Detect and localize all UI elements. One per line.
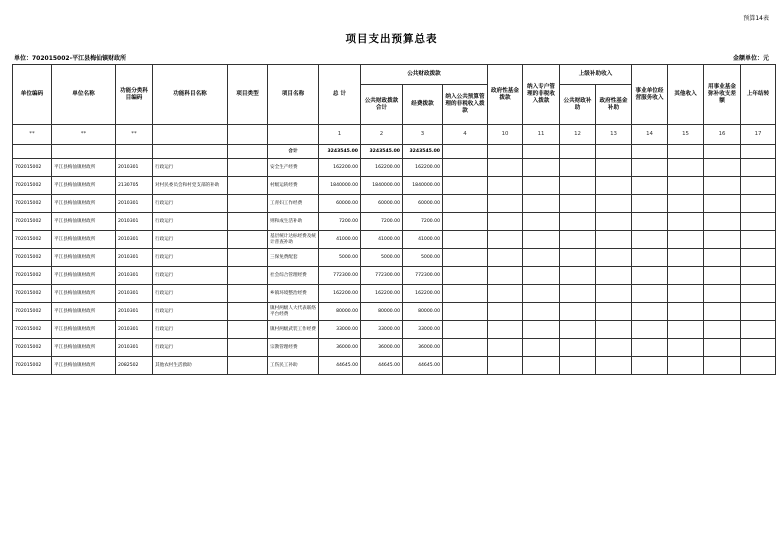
table-row	[13, 195, 776, 213]
empty-cell	[560, 159, 596, 177]
empty-cell	[560, 195, 596, 213]
pf-total-cell: 60000.00	[361, 195, 403, 213]
func-code-cell: 2082502	[116, 357, 153, 375]
unit-name-cell: 平江县梅仙镇财政所	[52, 303, 116, 321]
unit-code-cell: 702015002	[13, 159, 52, 177]
func-name-cell: 行政运行	[153, 231, 228, 249]
unit-name-cell: 平江县梅仙镇财政所	[52, 339, 116, 357]
header-sup-fund: 政府性基金补助	[596, 85, 632, 125]
empty-cell	[443, 357, 488, 375]
index-cell: 16	[704, 125, 741, 145]
empty-cell	[443, 213, 488, 231]
empty-cell	[704, 339, 741, 357]
cell	[116, 145, 153, 159]
empty-cell	[704, 159, 741, 177]
empty-cell	[443, 285, 488, 303]
unit-code-cell: 702015002	[13, 339, 52, 357]
table-body	[13, 125, 776, 375]
header-unit-code: 单位编码	[13, 65, 52, 125]
proj-name-cell: 镇村两级人大代表联络平台经费	[268, 303, 319, 321]
header-carryover: 上年结转	[741, 65, 776, 125]
empty-cell	[488, 267, 523, 285]
empty-cell	[596, 339, 632, 357]
header-func-code: 功能分类科目编码	[116, 65, 153, 125]
pf-total-cell: 44645.00	[361, 357, 403, 375]
empty-cell	[668, 285, 704, 303]
empty-cell	[523, 267, 560, 285]
proj-type-cell	[228, 159, 268, 177]
empty-cell	[443, 339, 488, 357]
empty-cell	[523, 159, 560, 177]
empty-cell	[488, 285, 523, 303]
unit-code-cell: 702015002	[13, 177, 52, 195]
empty-cell	[741, 213, 776, 231]
unit-code-cell: 702015002	[13, 267, 52, 285]
empty-cell	[596, 159, 632, 177]
header-proj-type: 项目类型	[228, 65, 268, 125]
header-proj-name: 项目名称	[268, 65, 319, 125]
empty-cell	[668, 357, 704, 375]
index-cell	[268, 125, 319, 145]
empty-cell	[443, 195, 488, 213]
unit-name-cell: 平江县梅仙镇财政所	[52, 267, 116, 285]
empty-cell	[443, 321, 488, 339]
header-special-nontax: 纳入专户管理的非税收入拨款	[523, 65, 560, 125]
empty-cell	[741, 285, 776, 303]
pf-total-cell: 1840000.00	[361, 177, 403, 195]
index-cell: 13	[596, 125, 632, 145]
empty-cell	[488, 357, 523, 375]
empty-cell	[523, 303, 560, 321]
pf-expense-cell: 36000.00	[403, 339, 443, 357]
table-header	[13, 65, 776, 125]
unit-code-cell: 702015002	[13, 357, 52, 375]
func-name-cell: 行政运行	[153, 303, 228, 321]
empty-cell	[488, 159, 523, 177]
total-cell: 80000.00	[319, 303, 361, 321]
func-name-cell: 对村民委员会和村党支部的补助	[153, 177, 228, 195]
empty-cell	[488, 231, 523, 249]
table-number-label: 预算14表	[743, 15, 769, 22]
header-surplus: 用事业基金弥补收支差额	[704, 65, 741, 125]
unit-code-cell: 702015002	[13, 285, 52, 303]
header-public-finance: 公共财政拨款	[361, 65, 488, 85]
unit-code-cell: 702015002	[13, 249, 52, 267]
header-sup-public: 公共财政补助	[560, 85, 596, 125]
empty-cell	[488, 249, 523, 267]
empty-cell	[632, 159, 668, 177]
unit-name-cell: 平江县梅仙镇财政所	[52, 285, 116, 303]
empty-cell	[704, 285, 741, 303]
empty-cell	[560, 249, 596, 267]
empty-cell	[560, 267, 596, 285]
index-cell: 2	[361, 125, 403, 145]
empty-cell	[443, 177, 488, 195]
empty-cell	[488, 303, 523, 321]
func-code-cell: 2010301	[116, 231, 153, 249]
cell	[668, 145, 704, 159]
empty-cell	[560, 321, 596, 339]
proj-name-cell: 村级运转经费	[268, 177, 319, 195]
unit-name-cell: 平江县梅仙镇财政所	[52, 249, 116, 267]
pf-total-cell: 162200.00	[361, 285, 403, 303]
header-gov-fund: 政府性基金拨款	[488, 65, 523, 125]
func-code-cell: 2010301	[116, 249, 153, 267]
index-row	[13, 125, 776, 145]
empty-cell	[741, 231, 776, 249]
total-cell: 44645.00	[319, 357, 361, 375]
empty-cell	[596, 213, 632, 231]
total-label: 合计	[268, 145, 319, 159]
pf-total-cell: 36000.00	[361, 339, 403, 357]
header-other: 其他收入	[668, 65, 704, 125]
total-cell: 36000.00	[319, 339, 361, 357]
empty-cell	[632, 285, 668, 303]
proj-name-cell: 安全生产经费	[268, 159, 319, 177]
unit-name-cell: 平江县梅仙镇财政所	[52, 195, 116, 213]
empty-cell	[596, 321, 632, 339]
index-cell	[153, 125, 228, 145]
proj-type-cell	[228, 339, 268, 357]
empty-cell	[560, 231, 596, 249]
unit-code-cell: 702015002	[13, 195, 52, 213]
pf-total-cell: 41000.00	[361, 231, 403, 249]
unit-name-cell: 平江县梅仙镇财政所	[52, 213, 116, 231]
pf-total-cell: 7200.00	[361, 213, 403, 231]
pf-expense-cell: 162200.00	[403, 285, 443, 303]
empty-cell	[443, 267, 488, 285]
table-row	[13, 321, 776, 339]
empty-cell	[596, 177, 632, 195]
empty-cell	[668, 339, 704, 357]
total-cell: 41000.00	[319, 231, 361, 249]
table-row	[13, 357, 776, 375]
empty-cell	[741, 195, 776, 213]
index-cell: 12	[560, 125, 596, 145]
proj-name-cell: 镇村两级武装工作经费	[268, 321, 319, 339]
empty-cell	[632, 195, 668, 213]
total-cell: 772300.00	[319, 267, 361, 285]
empty-cell	[596, 249, 632, 267]
header-pf-total: 公共财政拨款合计	[361, 85, 403, 125]
header-pf-nontax: 纳入公共预算管理的非税收入拨款	[443, 85, 488, 125]
empty-cell	[632, 339, 668, 357]
empty-cell	[632, 303, 668, 321]
proj-name-cell: 工青妇工作经费	[268, 195, 319, 213]
empty-cell	[488, 339, 523, 357]
proj-name-cell: 三保免费配套	[268, 249, 319, 267]
empty-cell	[741, 357, 776, 375]
empty-cell	[668, 249, 704, 267]
empty-cell	[704, 231, 741, 249]
table-row	[13, 231, 776, 249]
empty-cell	[704, 267, 741, 285]
index-cell: 10	[488, 125, 523, 145]
empty-cell	[560, 285, 596, 303]
proj-name-cell: 则和成生活补助	[268, 213, 319, 231]
proj-type-cell	[228, 303, 268, 321]
empty-cell	[704, 321, 741, 339]
empty-cell	[704, 357, 741, 375]
empty-cell	[523, 357, 560, 375]
header-pf-expense: 经费拨款	[403, 85, 443, 125]
header-superior: 上级补助收入	[560, 65, 632, 85]
func-name-cell: 行政运行	[153, 285, 228, 303]
empty-cell	[741, 267, 776, 285]
pf-expense-cell: 33000.00	[403, 321, 443, 339]
func-code-cell: 2010301	[116, 213, 153, 231]
total-pf-expense: 3243545.00	[403, 145, 443, 159]
func-code-cell: 2010301	[116, 285, 153, 303]
empty-cell	[523, 249, 560, 267]
cell	[52, 145, 116, 159]
empty-cell	[560, 339, 596, 357]
empty-cell	[632, 249, 668, 267]
empty-cell	[741, 339, 776, 357]
empty-cell	[443, 231, 488, 249]
empty-cell	[668, 231, 704, 249]
func-code-cell: 2010301	[116, 159, 153, 177]
empty-cell	[632, 177, 668, 195]
empty-cell	[741, 159, 776, 177]
empty-cell	[488, 195, 523, 213]
pf-total-cell: 162200.00	[361, 159, 403, 177]
proj-type-cell	[228, 321, 268, 339]
unit-name-cell: 平江县梅仙镇财政所	[52, 231, 116, 249]
proj-type-cell	[228, 177, 268, 195]
func-code-cell: 2010301	[116, 267, 153, 285]
unit-name-cell: 平江县梅仙镇财政所	[52, 159, 116, 177]
cell	[13, 145, 52, 159]
pf-expense-cell: 772300.00	[403, 267, 443, 285]
pf-expense-cell: 7200.00	[403, 213, 443, 231]
empty-cell	[632, 321, 668, 339]
table-row	[13, 303, 776, 321]
pf-total-cell: 80000.00	[361, 303, 403, 321]
cell	[632, 145, 668, 159]
empty-cell	[443, 303, 488, 321]
pf-expense-cell: 162200.00	[403, 159, 443, 177]
pf-expense-cell: 5000.00	[403, 249, 443, 267]
header-unit-name: 单位名称	[52, 65, 116, 125]
empty-cell	[704, 249, 741, 267]
index-cell: **	[52, 125, 116, 145]
cell	[741, 145, 776, 159]
index-cell: **	[116, 125, 153, 145]
cell	[560, 145, 596, 159]
cell	[443, 145, 488, 159]
total-cell: 162200.00	[319, 285, 361, 303]
proj-name-cell: 宗教管理经费	[268, 339, 319, 357]
proj-name-cell: 基层统计达标经费及统计普查补助	[268, 231, 319, 249]
unit-code-cell: 702015002	[13, 231, 52, 249]
empty-cell	[523, 213, 560, 231]
empty-cell	[596, 267, 632, 285]
empty-cell	[668, 159, 704, 177]
func-name-cell: 行政运行	[153, 267, 228, 285]
func-name-cell: 行政运行	[153, 159, 228, 177]
empty-cell	[560, 177, 596, 195]
index-cell: 1	[319, 125, 361, 145]
empty-cell	[443, 249, 488, 267]
total-cell: 162200.00	[319, 159, 361, 177]
index-cell: 14	[632, 125, 668, 145]
pf-expense-cell: 80000.00	[403, 303, 443, 321]
cell	[523, 145, 560, 159]
total-amount: 3243545.00	[319, 145, 361, 159]
empty-cell	[488, 321, 523, 339]
table-row	[13, 159, 776, 177]
pf-expense-cell: 44645.00	[403, 357, 443, 375]
unit-name-cell: 平江县梅仙镇财政所	[52, 357, 116, 375]
empty-cell	[741, 303, 776, 321]
empty-cell	[596, 357, 632, 375]
cell	[153, 145, 228, 159]
proj-type-cell	[228, 267, 268, 285]
pf-total-cell: 772300.00	[361, 267, 403, 285]
empty-cell	[668, 213, 704, 231]
empty-cell	[704, 195, 741, 213]
proj-type-cell	[228, 357, 268, 375]
func-name-cell: 行政运行	[153, 249, 228, 267]
func-name-cell: 行政运行	[153, 339, 228, 357]
header-total: 总 计	[319, 65, 361, 125]
empty-cell	[668, 195, 704, 213]
empty-cell	[632, 231, 668, 249]
empty-cell	[632, 357, 668, 375]
empty-cell	[668, 177, 704, 195]
proj-type-cell	[228, 231, 268, 249]
unit-code-cell: 702015002	[13, 303, 52, 321]
empty-cell	[560, 213, 596, 231]
proj-name-cell: 工伤民工补助	[268, 357, 319, 375]
empty-cell	[596, 303, 632, 321]
table-row	[13, 267, 776, 285]
unit-name-cell: 平江县梅仙镇财政所	[52, 321, 116, 339]
empty-cell	[523, 321, 560, 339]
proj-type-cell	[228, 249, 268, 267]
total-cell: 7200.00	[319, 213, 361, 231]
empty-cell	[741, 321, 776, 339]
proj-type-cell	[228, 213, 268, 231]
unit-code-cell: 702015002	[13, 321, 52, 339]
func-name-cell: 行政运行	[153, 213, 228, 231]
cell	[488, 145, 523, 159]
empty-cell	[741, 177, 776, 195]
empty-cell	[560, 357, 596, 375]
cell	[228, 145, 268, 159]
pf-expense-cell: 60000.00	[403, 195, 443, 213]
empty-cell	[488, 213, 523, 231]
empty-cell	[668, 267, 704, 285]
unit-code-cell: 702015002	[13, 213, 52, 231]
func-code-cell: 2010301	[116, 339, 153, 357]
table-row	[13, 339, 776, 357]
total-cell: 33000.00	[319, 321, 361, 339]
cell	[704, 145, 741, 159]
index-cell: 3	[403, 125, 443, 145]
index-cell: 4	[443, 125, 488, 145]
unit-label: 单位：702015002-平江县梅仙镇财政所	[14, 55, 127, 62]
empty-cell	[523, 285, 560, 303]
table-row	[13, 177, 776, 195]
pf-total-cell: 33000.00	[361, 321, 403, 339]
proj-type-cell	[228, 285, 268, 303]
budget-table	[12, 64, 776, 375]
empty-cell	[596, 231, 632, 249]
empty-cell	[632, 213, 668, 231]
page-title: 项目支出预算总表	[345, 33, 438, 45]
empty-cell	[596, 195, 632, 213]
proj-type-cell	[228, 195, 268, 213]
empty-cell	[596, 285, 632, 303]
cell	[596, 145, 632, 159]
empty-cell	[704, 213, 741, 231]
pf-expense-cell: 41000.00	[403, 231, 443, 249]
unit-name-cell: 平江县梅仙镇财政所	[52, 177, 116, 195]
func-name-cell: 行政运行	[153, 195, 228, 213]
table-row	[13, 213, 776, 231]
empty-cell	[443, 159, 488, 177]
proj-name-cell: 乡镇环境整治经费	[268, 285, 319, 303]
pf-total-cell: 5000.00	[361, 249, 403, 267]
total-row	[13, 145, 776, 159]
empty-cell	[560, 303, 596, 321]
index-cell	[228, 125, 268, 145]
header-func-name: 功能科目名称	[153, 65, 228, 125]
func-name-cell: 其他农村生活救助	[153, 357, 228, 375]
empty-cell	[523, 339, 560, 357]
table-row	[13, 249, 776, 267]
index-cell: 17	[741, 125, 776, 145]
index-cell: **	[13, 125, 52, 145]
money-unit-label: 金额单位：元	[732, 55, 769, 62]
total-cell: 60000.00	[319, 195, 361, 213]
empty-cell	[488, 177, 523, 195]
index-cell: 15	[668, 125, 704, 145]
func-code-cell: 2010301	[116, 321, 153, 339]
empty-cell	[523, 177, 560, 195]
empty-cell	[668, 321, 704, 339]
empty-cell	[704, 177, 741, 195]
empty-cell	[668, 303, 704, 321]
func-code-cell: 2010301	[116, 195, 153, 213]
empty-cell	[741, 249, 776, 267]
func-code-cell: 2130705	[116, 177, 153, 195]
proj-name-cell: 社会综合管理经费	[268, 267, 319, 285]
empty-cell	[704, 303, 741, 321]
total-cell: 5000.00	[319, 249, 361, 267]
total-pf-total: 3243545.00	[361, 145, 403, 159]
empty-cell	[523, 231, 560, 249]
header-business: 事业单位经营服务收入	[632, 65, 668, 125]
table-row	[13, 285, 776, 303]
pf-expense-cell: 1840000.00	[403, 177, 443, 195]
total-cell: 1840000.00	[319, 177, 361, 195]
func-code-cell: 2010301	[116, 303, 153, 321]
index-cell: 11	[523, 125, 560, 145]
empty-cell	[632, 267, 668, 285]
empty-cell	[523, 195, 560, 213]
func-name-cell: 行政运行	[153, 321, 228, 339]
